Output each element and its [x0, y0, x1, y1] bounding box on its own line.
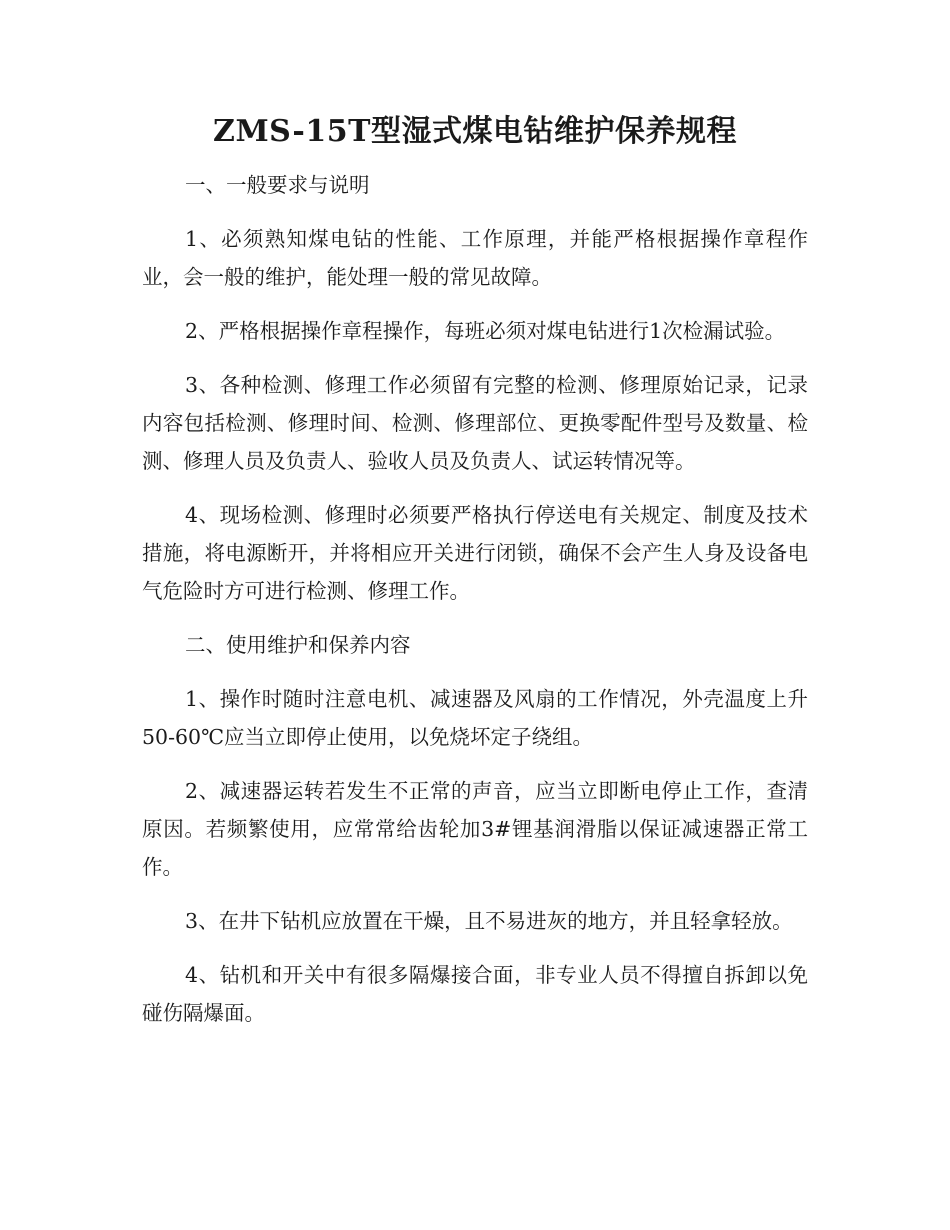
- paragraph-maintenance-2: 2、减速器运转若发生不正常的声音，应当立即断电停止工作，查清原因。若频繁使用，应常常给齿轮加3#锂基润滑脂以保证减速器正常工作。: [142, 779, 808, 879]
- paragraph-maintenance-4: 4、钻机和开关中有很多隔爆接合面，非专业人员不得擅自拆卸以免碰伤隔爆面。: [142, 963, 808, 1025]
- section-heading-general: 一、一般要求与说明: [185, 173, 370, 197]
- paragraph-maintenance-1: 1、操作时随时注意电机、减速器及风扇的工作情况，外壳温度上升50-60℃应当立即停止使用，以免烧坏定子绕组。: [142, 687, 808, 749]
- paragraph-general-2: 2、严格根据操作章程操作，每班必须对煤电钻进行1次检漏试验。: [185, 319, 786, 343]
- document-body: [142, 166, 808, 1048]
- paragraph-general-1: 1、必须熟知煤电钻的性能、工作原理，并能严格根据操作章程作业，会一般的维护，能处理一般的常见故障。: [142, 227, 808, 289]
- paragraph-maintenance-3: 3、在井下钻机应放置在干燥，且不易进灰的地方，并且轻拿轻放。: [185, 909, 793, 933]
- paragraph-general-3: 3、各种检测、修理工作必须留有完整的检测、修理原始记录，记录内容包括检测、修理时间、检测、修理部位、更换零配件型号及数量、检测、修理人员及负责人、验收人员及负责人、试运转情况等。: [142, 373, 808, 473]
- paragraph-general-4: 4、现场检测、修理时必须要严格执行停送电有关规定、制度及技术措施，将电源断开，并将相应开关进行闭锁，确保不会产生人身及设备电气危险时方可进行检测、修理工作。: [142, 503, 808, 603]
- section-heading-maintenance: 二、使用维护和保养内容: [185, 633, 411, 657]
- document-title: ZMS-15T型湿式煤电钻维护保养规程: [213, 114, 737, 149]
